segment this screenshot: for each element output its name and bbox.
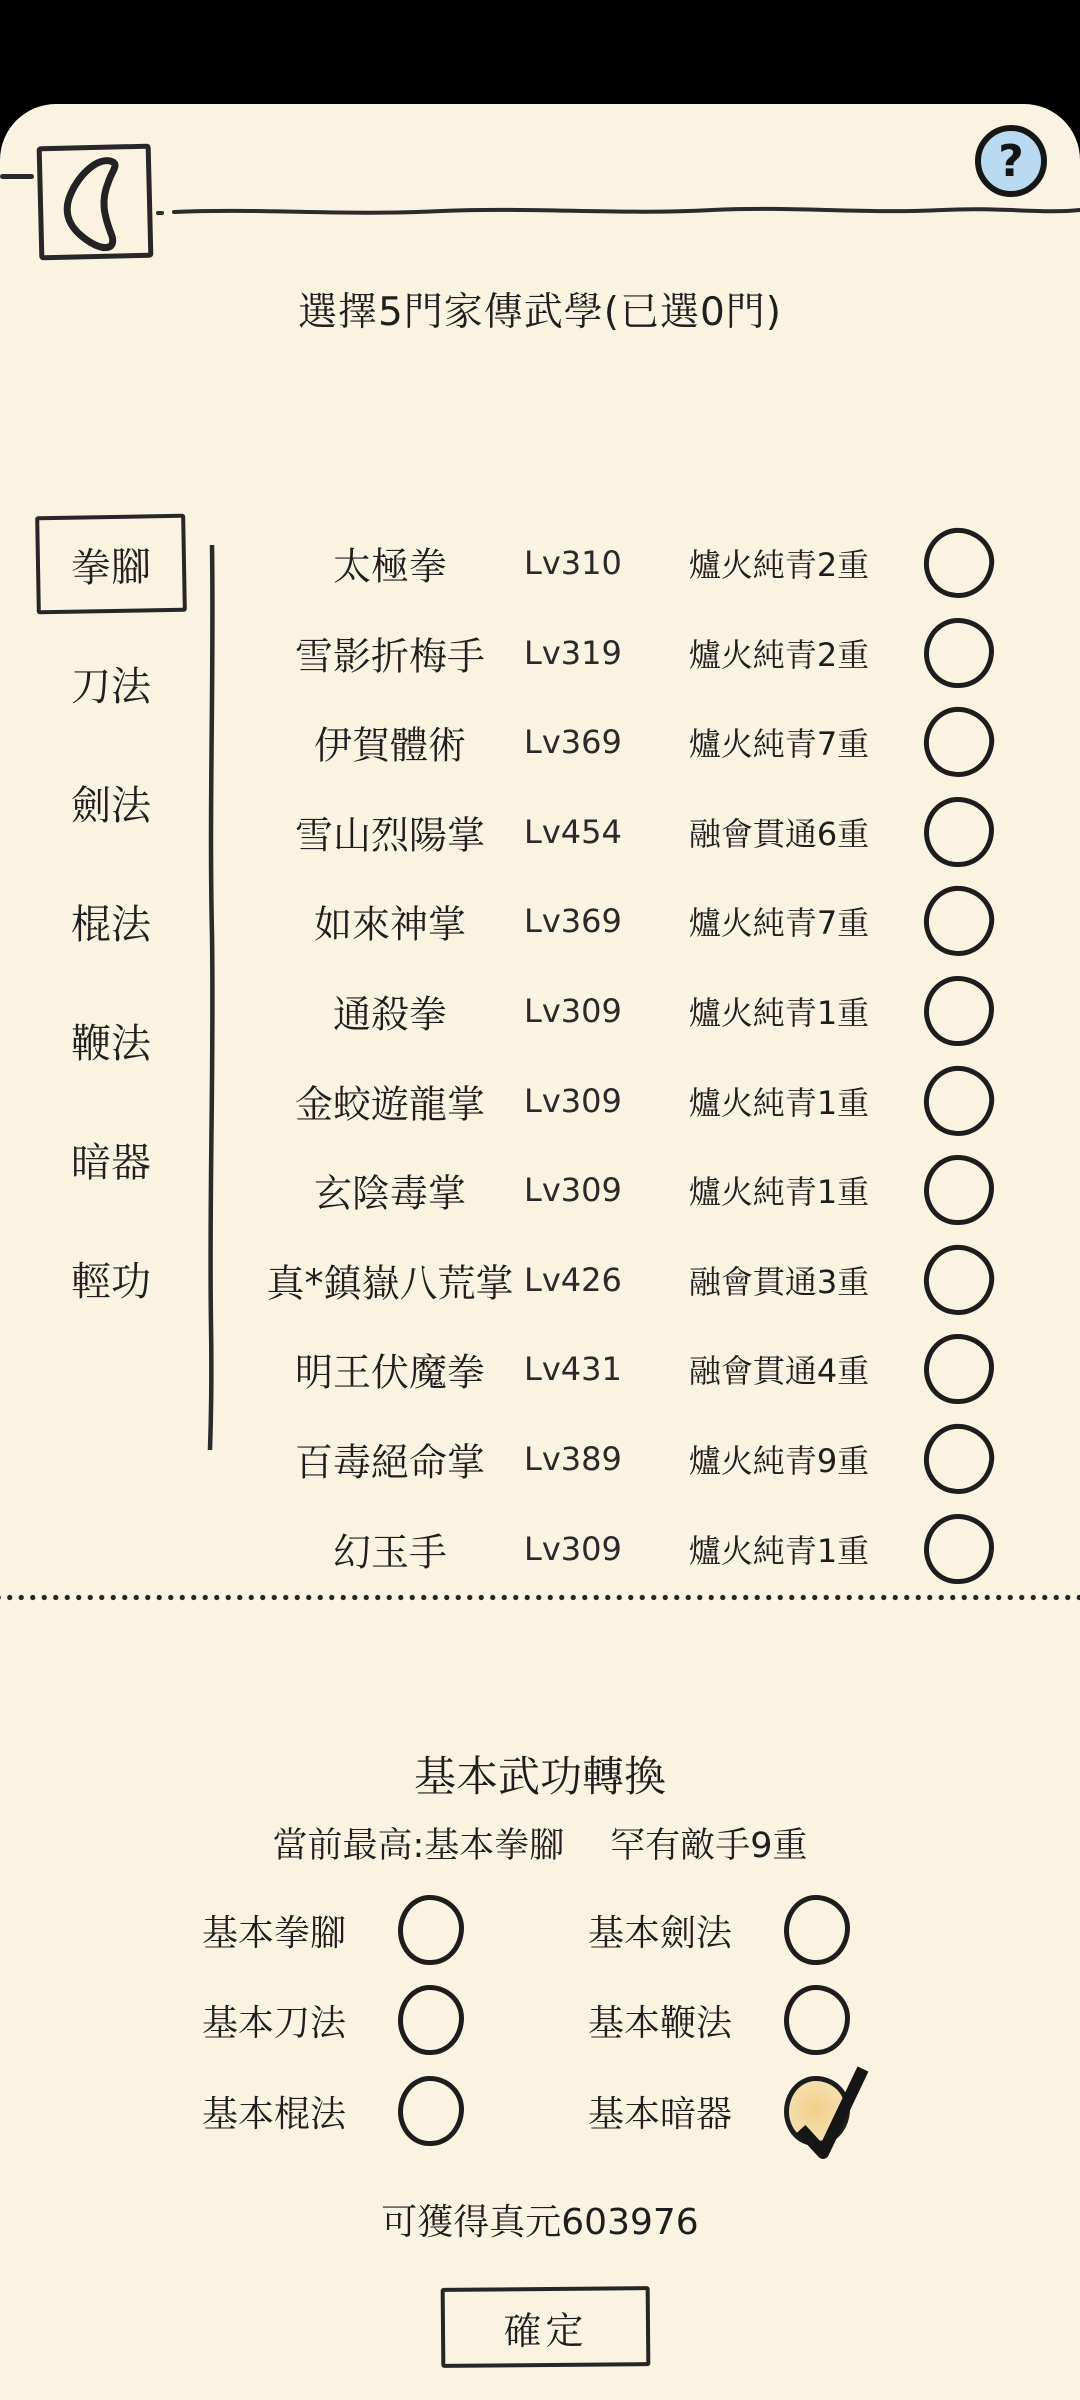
tab-quanjiao[interactable]: 拳腳 (35, 514, 187, 615)
skill-row[interactable]: 金蛟遊龍掌 Lv309 爐火純青1重 (0, 1056, 1080, 1146)
skill-checkbox[interactable] (919, 1061, 998, 1140)
basic-section-title: 基本武功轉換 (413, 1752, 666, 1801)
basic-option (588, 1982, 850, 2058)
skill-row[interactable]: 雪影折梅手 Lv319 爐火純青2重 (0, 608, 1080, 698)
basic-option-checkbox[interactable] (398, 2076, 464, 2146)
skill-checkbox[interactable] (919, 881, 998, 960)
tab-daofa[interactable]: 刀法 (71, 663, 151, 710)
skill-checkbox[interactable] (924, 797, 994, 867)
tab-gunfa[interactable]: 棍法 (71, 901, 151, 948)
basic-option-checkbox[interactable] (398, 1985, 464, 2055)
skill-checkbox[interactable] (924, 1334, 994, 1404)
basic-option-label: 基本鞭法 (588, 2002, 733, 2044)
page-title: 選擇5門家傳武學(已選0門) (297, 290, 783, 335)
skill-row[interactable]: 如來神掌 Lv369 爐火純青7重 (0, 876, 1080, 966)
basic-option (202, 1892, 464, 1968)
back-button[interactable] (37, 144, 154, 261)
skill-checkbox[interactable] (924, 1514, 994, 1584)
basic-option-checkbox[interactable] (784, 1895, 850, 1965)
reward-text: 可獲得真元603976 (381, 2201, 699, 2243)
confirm-button[interactable]: 確定 (441, 2286, 651, 2368)
skill-row[interactable]: 通殺拳 Lv309 爐火純青1重 (0, 966, 1080, 1056)
basic-option-label: 基本棍法 (202, 2093, 347, 2135)
skill-row[interactable]: 伊賀體術 Lv369 爐火純青7重 (0, 697, 1080, 787)
basic-option-checkbox[interactable] (784, 1985, 850, 2055)
skill-row[interactable]: 雪山烈陽掌 Lv454 融會貫通6重 (0, 787, 1080, 877)
basic-current-mastery: 罕有敵手9重 (610, 1826, 808, 1866)
basic-option-checkbox[interactable] (398, 1895, 464, 1965)
basic-option-label: 基本拳腳 (202, 1912, 347, 1954)
skill-checkbox[interactable] (919, 1419, 998, 1498)
skill-row[interactable]: 真*鎮嶽八荒掌 Lv426 融會貫通3重 (0, 1235, 1080, 1325)
skill-row[interactable]: 幻玉手 Lv309 爐火純青1重 (0, 1504, 1080, 1594)
basic-option-checkbox[interactable] (784, 2076, 850, 2146)
basic-option (202, 1982, 464, 2058)
skill-checkbox[interactable] (919, 1240, 998, 1319)
skill-checkbox[interactable] (919, 702, 998, 781)
tab-qinggong[interactable]: 輕功 (71, 1258, 151, 1305)
basic-option-label: 基本劍法 (588, 1912, 733, 1954)
main-panel (0, 104, 1080, 2400)
basic-option (588, 1892, 850, 1968)
skill-row[interactable]: 太極拳 Lv310 爐火純青2重 (0, 518, 1080, 608)
skill-row[interactable]: 百毒絕命掌 Lv389 爐火純青9重 (0, 1414, 1080, 1504)
basic-option (202, 2073, 464, 2149)
section-dotted-divider (0, 1594, 1080, 1601)
basic-current-highest: 當前最高:基本拳腳 (272, 1826, 565, 1866)
help-button[interactable] (975, 125, 1047, 197)
skill-checkbox[interactable] (924, 618, 994, 688)
basic-section-subtitle (0, 1816, 1080, 1870)
basic-option (588, 2073, 850, 2149)
question-mark-icon: ? (998, 135, 1024, 187)
header-divider-line (152, 199, 1080, 225)
tab-jianfa[interactable]: 劍法 (71, 782, 151, 829)
skill-row[interactable]: 明王伏魔拳 Lv431 融會貫通4重 (0, 1324, 1080, 1414)
tab-anqi[interactable]: 暗器 (71, 1139, 151, 1186)
tab-bianfa[interactable]: 鞭法 (71, 1020, 151, 1067)
basic-option-label: 基本暗器 (588, 2093, 733, 2135)
skill-checkbox[interactable] (924, 1155, 994, 1225)
left-edge-dash (0, 174, 34, 179)
skill-checkbox[interactable] (919, 523, 998, 602)
skill-row[interactable]: 玄陰毒掌 Lv309 爐火純青1重 (0, 1145, 1080, 1235)
skill-checkbox[interactable] (924, 976, 994, 1046)
basic-option-label: 基本刀法 (202, 2002, 347, 2044)
